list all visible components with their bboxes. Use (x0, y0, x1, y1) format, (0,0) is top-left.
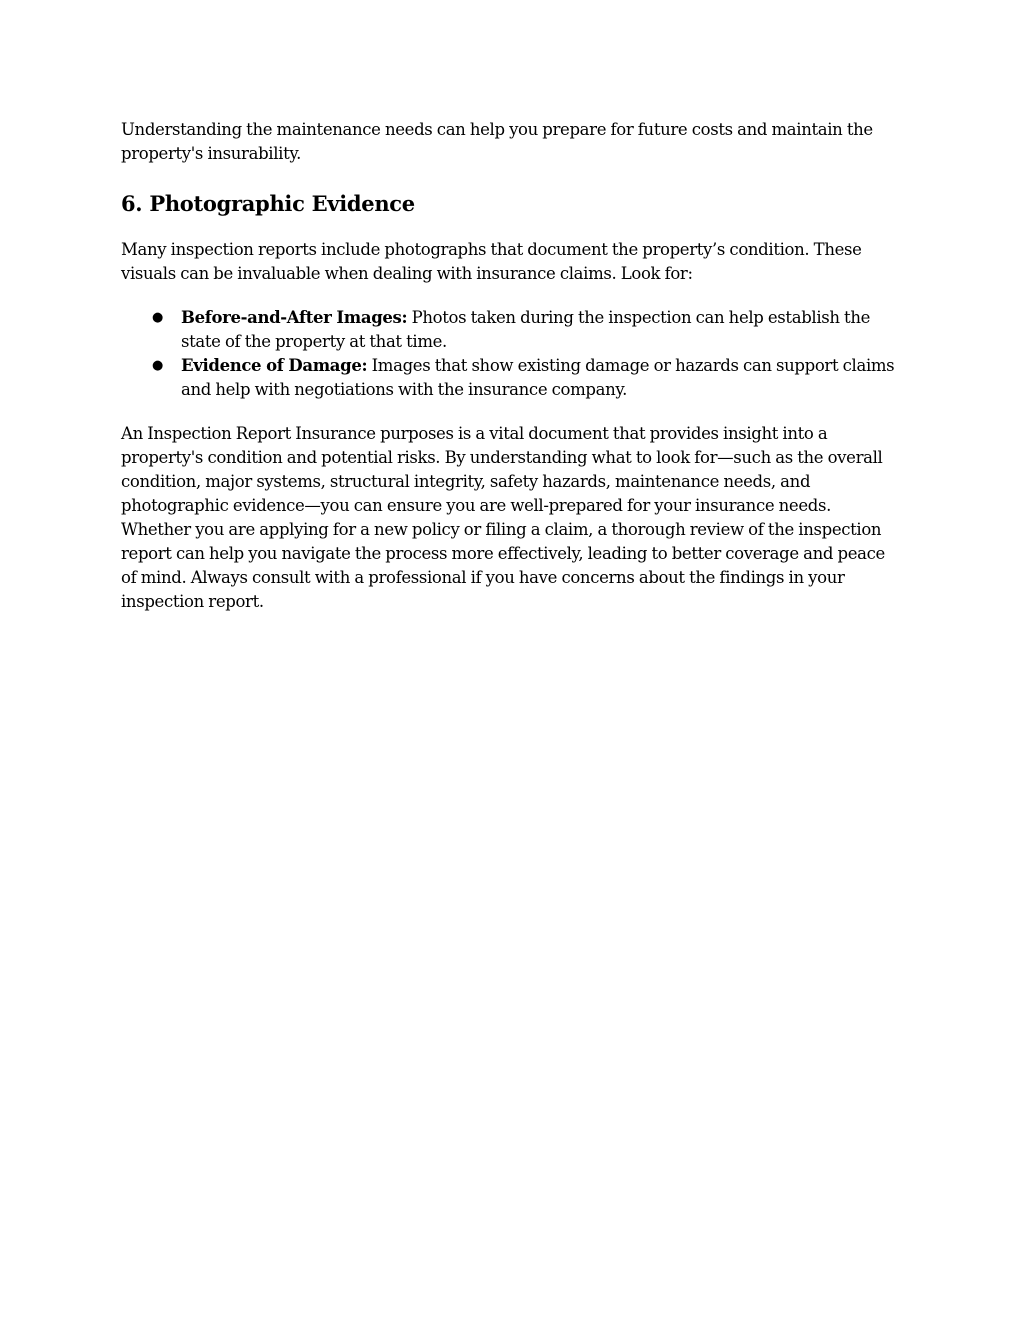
list-item (121, 354, 901, 402)
section-lead-paragraph: Many inspection reports include photographs that document the property’s condition. These visuals can be invaluable when dealing with insurance claims. Look for: (121, 240, 862, 283)
list-item-text: Images that show existing damage or hazards can support claims and help with negotiations with the insurance company. (181, 356, 895, 399)
intro-paragraph: Understanding the maintenance needs can help you prepare for future costs and maintain the property's insurability. (121, 120, 873, 163)
list-item-term: Before-and-After Images: (181, 308, 408, 327)
conclusion-paragraph: An Inspection Report Insurance purposes is a vital document that provides insight into a property's condition and potential risks. By understanding what to look for—such as the overall condition, major systems, structural integrity, safety hazards, maintenance needs, and photographic evidence—you can ensure you are well-prepared for your insurance needs. Whether you are applying for a new policy or filing a claim, a thorough review of the inspection report can help you navigate the process more effectively, leading to better coverage and peace of mind. Always consult with a professional if you have concerns about the findings in your inspection report. (121, 424, 885, 611)
bullet-list (121, 306, 901, 402)
bullet-icon: ● (152, 310, 163, 325)
list-item-term: Evidence of Damage: (181, 356, 368, 375)
bullet-icon: ● (152, 358, 163, 373)
section-heading: 6. Photographic Evidence (121, 191, 415, 216)
list-item (121, 306, 901, 354)
list-item-text: Photos taken during the inspection can help establish the state of the property at that time. (181, 308, 871, 351)
document-page (121, 118, 901, 614)
